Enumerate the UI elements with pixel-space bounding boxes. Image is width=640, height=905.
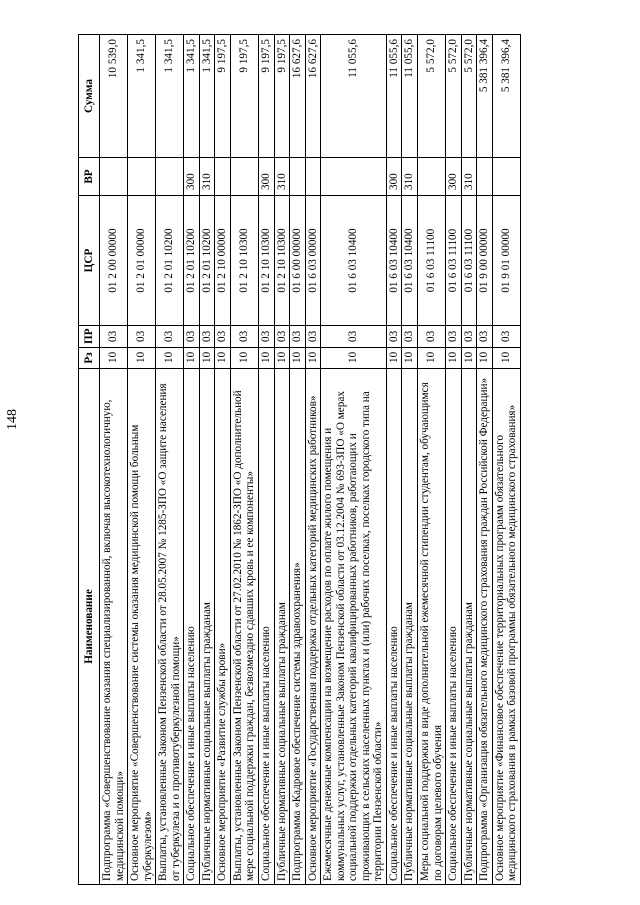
cell-vr: 300 [446, 158, 462, 196]
budget-table [78, 34, 521, 885]
cell-rz: 10 [259, 348, 275, 369]
header-rz: Рз [79, 348, 100, 369]
cell-pr: 03 [386, 326, 402, 348]
cell-pr: 03 [446, 326, 462, 348]
header-sum: Сумма [79, 35, 100, 158]
cell-name: Меры социальной поддержки в виде дополнительной ежемесячной стипендии студентам, обучающимся по договорам целевого обучения [418, 369, 446, 885]
table-row [461, 35, 477, 885]
cell-csr: 01 2 01 10200 [199, 196, 215, 326]
cell-name: Подпрограмма «Кадровое обеспечение системы здравоохранения» [290, 369, 306, 885]
cell-pr: 03 [305, 326, 321, 348]
table-row [156, 35, 184, 885]
cell-name: Подпрограмма «Организация обязательного медицинского страхования граждан Российской Федерации» [477, 369, 493, 885]
cell-pr: 03 [290, 326, 306, 348]
cell-name: Публичные нормативные социальные выплаты гражданам [274, 369, 290, 885]
cell-sum: 1 341,5 [128, 35, 156, 158]
cell-vr [100, 158, 128, 196]
cell-csr: 01 6 03 11100 [418, 196, 446, 326]
cell-rz: 10 [290, 348, 306, 369]
cell-pr: 03 [402, 326, 418, 348]
table-row [402, 35, 418, 885]
cell-name: Подпрограмма «Совершенствование оказания специализированной, включая высокотехнологичную, медицинской помощи» [100, 369, 128, 885]
cell-csr: 01 9 01 00000 [492, 196, 520, 326]
cell-sum: 5 381 396,4 [477, 35, 493, 158]
table-row [274, 35, 290, 885]
cell-sum: 11 055,6 [386, 35, 402, 158]
cell-pr: 03 [199, 326, 215, 348]
cell-csr: 01 6 03 10400 [321, 196, 387, 326]
cell-rz: 10 [477, 348, 493, 369]
cell-name: Ежемесячные денежные компенсации на возмещение расходов по оплате жилого помещения и коммунальных услуг, установленные Законом Пензенской области от 03.12.2004 № 693-ЗПО «О мерах социальной поддержки отдельных категорий квалифицированных работников, работающих и проживающих в сельских населенных пунктах и (или) рабочих поселках, поселках городского типа на территории Пензенской области» [321, 369, 387, 885]
cell-sum: 16 627,6 [305, 35, 321, 158]
cell-rz: 10 [199, 348, 215, 369]
cell-vr: 300 [184, 158, 200, 196]
cell-vr: 310 [402, 158, 418, 196]
cell-name: Основное мероприятие «Развитие службы крови» [215, 369, 231, 885]
cell-name: Выплаты, установленные Законом Пензенской области от 27.02.2010 № 1862-ЗПО «О дополнительной мере социальной поддержки граждан, безвозмездно сдавших кровь и ее компоненты» [230, 369, 258, 885]
cell-csr: 01 6 03 10400 [386, 196, 402, 326]
table-row [230, 35, 258, 885]
cell-rz: 10 [402, 348, 418, 369]
cell-sum: 1 341,5 [156, 35, 184, 158]
cell-rz: 10 [492, 348, 520, 369]
cell-sum: 1 341,5 [184, 35, 200, 158]
cell-csr: 01 6 03 11100 [461, 196, 477, 326]
cell-rz: 10 [418, 348, 446, 369]
header-pr: ПР [79, 326, 100, 348]
cell-sum: 11 055,6 [321, 35, 387, 158]
cell-sum: 5 572,0 [418, 35, 446, 158]
cell-csr: 01 2 10 10300 [230, 196, 258, 326]
cell-rz: 10 [184, 348, 200, 369]
cell-pr: 03 [418, 326, 446, 348]
cell-name: Публичные нормативные социальные выплаты гражданам [199, 369, 215, 885]
cell-rz: 10 [305, 348, 321, 369]
cell-rz: 10 [156, 348, 184, 369]
cell-name: Основное мероприятие «Финансовое обеспечение территориальных программ обязательного медицинского страхования в рамках базовой программы обязательного медицинского страхования» [492, 369, 520, 885]
header-csr: ЦСР [79, 196, 100, 326]
cell-pr: 03 [128, 326, 156, 348]
cell-csr: 01 6 03 11100 [446, 196, 462, 326]
cell-pr: 03 [461, 326, 477, 348]
cell-name: Основное мероприятие «Государственная поддержка отдельных категорий медицинских работников» [305, 369, 321, 885]
cell-pr: 03 [492, 326, 520, 348]
table-row [128, 35, 156, 885]
cell-name: Социальное обеспечение и иные выплаты населению [259, 369, 275, 885]
cell-rz: 10 [321, 348, 387, 369]
table-row [215, 35, 231, 885]
table-row [305, 35, 321, 885]
cell-sum: 16 627,6 [290, 35, 306, 158]
cell-vr: 310 [461, 158, 477, 196]
cell-pr: 03 [215, 326, 231, 348]
table-row [184, 35, 200, 885]
table-body [100, 35, 521, 885]
cell-vr: 310 [274, 158, 290, 196]
table-row [199, 35, 215, 885]
cell-name: Социальное обеспечение и иные выплаты населению [386, 369, 402, 885]
cell-vr [230, 158, 258, 196]
cell-pr: 03 [230, 326, 258, 348]
page-number: 148 [5, 409, 20, 430]
cell-vr [492, 158, 520, 196]
cell-csr: 01 2 01 10200 [156, 196, 184, 326]
cell-pr: 03 [274, 326, 290, 348]
budget-table-container [78, 35, 598, 885]
cell-vr [290, 158, 306, 196]
cell-vr: 300 [259, 158, 275, 196]
table-row [321, 35, 387, 885]
cell-rz: 10 [128, 348, 156, 369]
table-row [100, 35, 128, 885]
table-row [290, 35, 306, 885]
cell-pr: 03 [477, 326, 493, 348]
cell-csr: 01 9 00 00000 [477, 196, 493, 326]
cell-name: Публичные нормативные социальные выплаты гражданам [402, 369, 418, 885]
table-row [259, 35, 275, 885]
cell-rz: 10 [446, 348, 462, 369]
header-name: Наименование [79, 369, 100, 885]
cell-sum: 5 572,0 [461, 35, 477, 158]
cell-name: Социальное обеспечение и иные выплаты населению [184, 369, 200, 885]
cell-sum: 9 197,5 [230, 35, 258, 158]
cell-pr: 03 [156, 326, 184, 348]
cell-pr: 03 [184, 326, 200, 348]
cell-sum: 1 341,5 [199, 35, 215, 158]
cell-sum: 9 197,5 [274, 35, 290, 158]
cell-name: Выплаты, установленные Законом Пензенской области от 28.05.2007 № 1285-ЗПО «О защите населения от туберкулеза и о противотуберкулезной помощи» [156, 369, 184, 885]
cell-vr [156, 158, 184, 196]
table-row [492, 35, 520, 885]
cell-vr: 310 [199, 158, 215, 196]
cell-csr: 01 2 10 10300 [259, 196, 275, 326]
cell-rz: 10 [100, 348, 128, 369]
cell-sum: 5 381 396,4 [492, 35, 520, 158]
table-row [418, 35, 446, 885]
table-row [446, 35, 462, 885]
cell-rz: 10 [215, 348, 231, 369]
cell-sum: 10 539,0 [100, 35, 128, 158]
cell-csr: 01 6 03 10400 [402, 196, 418, 326]
cell-csr: 01 2 10 10300 [274, 196, 290, 326]
cell-name: Основное мероприятие «Совершенствование системы оказания медицинской помощи больным туберкулезом» [128, 369, 156, 885]
cell-sum: 9 197,5 [259, 35, 275, 158]
cell-pr: 03 [321, 326, 387, 348]
cell-vr [128, 158, 156, 196]
cell-csr: 01 2 01 10200 [184, 196, 200, 326]
cell-csr: 01 2 00 00000 [100, 196, 128, 326]
cell-rz: 10 [386, 348, 402, 369]
cell-csr: 01 6 00 00000 [290, 196, 306, 326]
cell-rz: 10 [230, 348, 258, 369]
cell-csr: 01 2 01 00000 [128, 196, 156, 326]
cell-sum: 9 197,5 [215, 35, 231, 158]
cell-name: Социальное обеспечение и иные выплаты населению [446, 369, 462, 885]
cell-sum: 11 055,6 [402, 35, 418, 158]
cell-vr [321, 158, 387, 196]
table-row [386, 35, 402, 885]
cell-pr: 03 [259, 326, 275, 348]
cell-pr: 03 [100, 326, 128, 348]
cell-csr: 01 6 03 00000 [305, 196, 321, 326]
table-header-row [79, 35, 100, 885]
cell-vr: 300 [386, 158, 402, 196]
cell-name: Публичные нормативные социальные выплаты гражданам [461, 369, 477, 885]
cell-sum: 5 572,0 [446, 35, 462, 158]
cell-rz: 10 [461, 348, 477, 369]
cell-csr: 01 2 10 00000 [215, 196, 231, 326]
cell-vr [305, 158, 321, 196]
cell-vr [418, 158, 446, 196]
cell-vr [215, 158, 231, 196]
header-vr: ВР [79, 158, 100, 196]
table-row [477, 35, 493, 885]
cell-vr [477, 158, 493, 196]
cell-rz: 10 [274, 348, 290, 369]
